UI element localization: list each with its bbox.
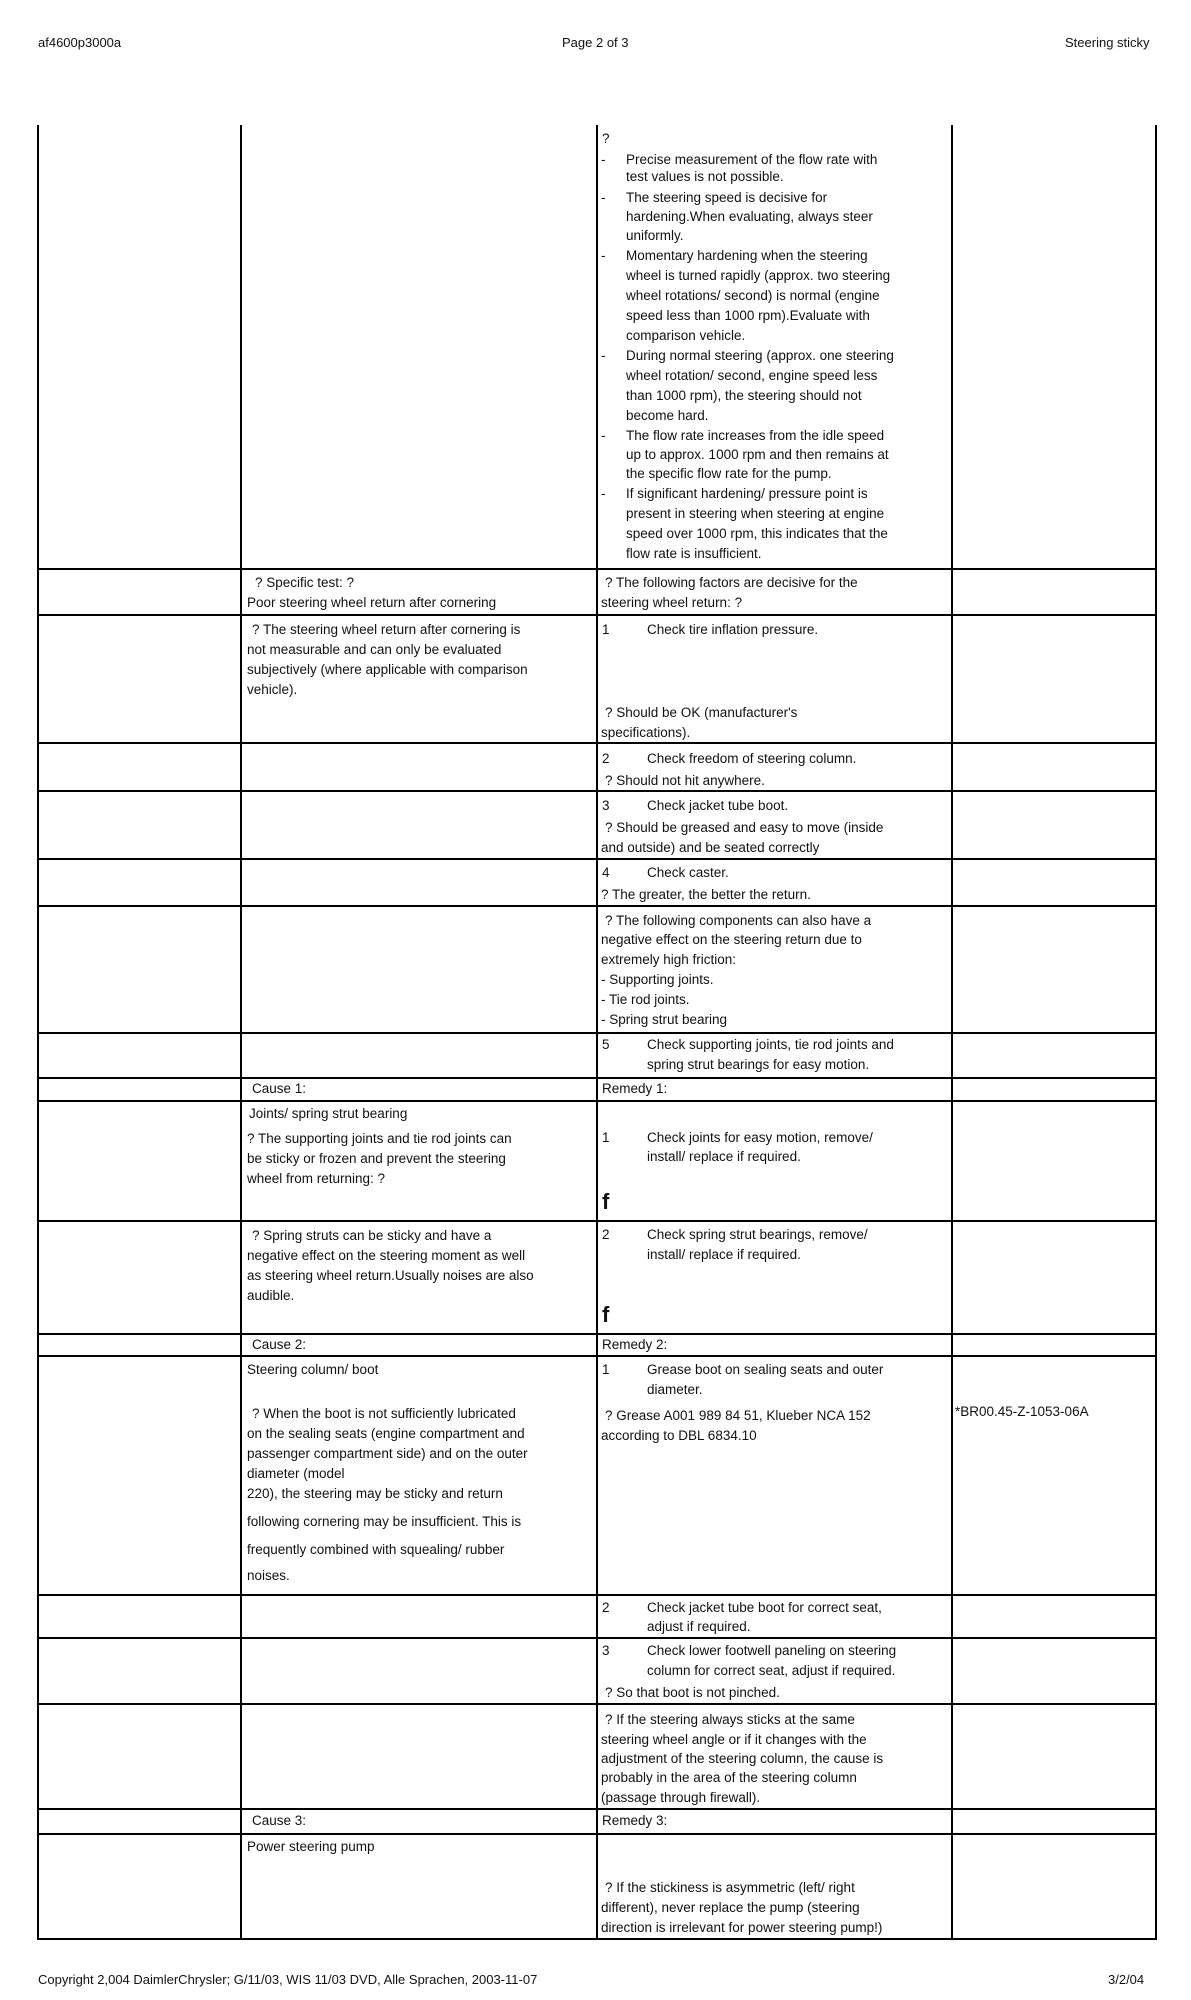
- grease-spec: ? Grease A001 989 84 51, Klueber NCA 152: [605, 1408, 871, 1423]
- cause-description: be sticky or frozen and prevent the steering: [247, 1151, 506, 1166]
- row-divider: [38, 858, 1157, 860]
- note-line: speed less than 1000 rpm).Evaluate with: [626, 308, 870, 323]
- pump-note: different), never replace the pump (steering: [601, 1900, 860, 1915]
- document-reference: *BR00.45-Z-1053-06A: [955, 1404, 1089, 1419]
- row-divider: [38, 1333, 1157, 1335]
- note-line: Momentary hardening when the steering: [626, 248, 868, 263]
- note-line: the specific flow rate for the pump.: [626, 466, 832, 481]
- grease-spec: according to DBL 6834.10: [601, 1428, 757, 1443]
- cause-label: Cause 1:: [252, 1081, 307, 1096]
- symptom-title: Poor steering wheel return after cornering: [247, 595, 497, 610]
- cause-description: frequently combined with squealing/ rubber: [247, 1542, 505, 1557]
- step-text: Check joints for easy motion, remove/: [647, 1130, 873, 1145]
- evaluation-note: vehicle).: [247, 682, 298, 697]
- evaluation-note: ? The steering wheel return after cornering is: [252, 622, 521, 637]
- header-page-number: Page 2 of 3: [562, 35, 629, 50]
- cause-description: noises.: [247, 1568, 290, 1583]
- row-divider: [38, 614, 1157, 616]
- note-line: During normal steering (approx. one steering: [626, 348, 894, 363]
- step-text: spring strut bearings for easy motion.: [647, 1057, 870, 1072]
- evaluation-note: not measurable and can only be evaluated: [247, 642, 502, 657]
- note-dash: -: [601, 190, 606, 205]
- cause-title: Power steering pump: [247, 1839, 375, 1854]
- step-number: 2: [602, 1227, 610, 1242]
- cause-title: Joints/ spring strut bearing: [249, 1106, 408, 1121]
- component-item: - Spring strut bearing: [601, 1012, 728, 1027]
- step-text: Check caster.: [647, 865, 729, 880]
- glyph-marker: f: [602, 1302, 610, 1327]
- steering-column-note: adjustment of the steering column, the cause is: [601, 1751, 884, 1766]
- remedy-label: Remedy 1:: [602, 1081, 668, 1096]
- note-dash: -: [601, 152, 606, 167]
- row-divider: [38, 1808, 1157, 1810]
- note-line: Precise measurement of the flow rate with: [626, 152, 878, 167]
- step-text: Check jacket tube boot for correct seat,: [647, 1600, 882, 1615]
- step-number: 3: [602, 798, 610, 813]
- step-number: 5: [602, 1037, 610, 1052]
- specific-test-label: ? Specific test: ?: [255, 575, 355, 590]
- step-result: ? The greater, the better the return.: [601, 887, 811, 902]
- footer-copyright: Copyright 2,004 DaimlerChrysler; G/11/03, WIS 11/03 DVD, Alle Sprachen, 2003-11-07: [38, 1972, 538, 1987]
- steering-column-note: probably in the area of the steering column: [601, 1770, 857, 1785]
- note-line: hardening.When evaluating, always steer: [626, 209, 873, 224]
- component-item: - Tie rod joints.: [601, 992, 690, 1007]
- row-divider: [38, 1355, 1157, 1357]
- note-line: wheel rotation/ second, engine speed less: [626, 368, 878, 383]
- steering-column-note: ? If the steering always sticks at the same: [605, 1712, 855, 1727]
- cause-description: 220), the steering may be sticky and return: [247, 1486, 503, 1501]
- note-line: The steering speed is decisive for: [626, 190, 828, 205]
- step-text: Grease boot on sealing seats and outer: [647, 1362, 884, 1377]
- step-result: and outside) and be seated correctly: [601, 840, 820, 855]
- header-title: Steering sticky: [1065, 35, 1150, 50]
- step-text: Check jacket tube boot.: [647, 798, 789, 813]
- cause-description: diameter (model: [247, 1466, 345, 1481]
- steering-column-note: (passage through firewall).: [601, 1790, 761, 1805]
- step-number: 2: [602, 1600, 610, 1615]
- cause-description: following cornering may be insufficient. This is: [247, 1514, 522, 1529]
- row-divider: [38, 1594, 1157, 1596]
- step-result: specifications).: [601, 725, 691, 740]
- step-number: 2: [602, 751, 610, 766]
- cause-label: Cause 2:: [252, 1337, 307, 1352]
- evaluation-note: subjectively (where applicable with comparison: [247, 662, 528, 677]
- note-line: If significant hardening/ pressure point is: [626, 486, 868, 501]
- step-text: Check freedom of steering column.: [647, 751, 857, 766]
- step-number: 1: [602, 622, 610, 637]
- step-result: ? Should be greased and easy to move (inside: [605, 820, 884, 835]
- decisive-factors-intro: ? The following factors are decisive for the: [605, 575, 858, 590]
- cause-description: on the sealing seats (engine compartment and: [247, 1426, 525, 1441]
- row-divider: [38, 1833, 1157, 1835]
- row-divider: [38, 905, 1157, 907]
- row-divider: [38, 790, 1157, 792]
- step-result: ? So that boot is not pinched.: [605, 1685, 780, 1700]
- note-line: flow rate is insufficient.: [626, 546, 762, 561]
- note-line: uniformly.: [626, 228, 684, 243]
- cause-description: audible.: [247, 1288, 295, 1303]
- row-divider: [38, 1100, 1157, 1102]
- step-text: diameter.: [647, 1382, 703, 1397]
- note-line: become hard.: [626, 408, 709, 423]
- friction-note: negative effect on the steering return due to: [601, 932, 862, 947]
- step-number: 3: [602, 1643, 610, 1658]
- note-dash: -: [601, 428, 606, 443]
- step-number: 1: [602, 1130, 610, 1145]
- row-divider: [38, 1032, 1157, 1034]
- note-line: wheel is turned rapidly (approx. two steering: [626, 268, 891, 283]
- cause-description: ? The supporting joints and tie rod joints can: [247, 1131, 512, 1146]
- footer-date: 3/2/04: [1108, 1972, 1145, 1987]
- note-line: speed over 1000 rpm, this indicates that the: [626, 526, 888, 541]
- note-dash: -: [601, 486, 606, 501]
- note-line: test values is not possible.: [626, 169, 784, 184]
- step-text: install/ replace if required.: [647, 1247, 801, 1262]
- note-line: wheel rotations/ second) is normal (engine: [626, 288, 880, 303]
- step-text: Check lower footwell paneling on steering: [647, 1643, 897, 1658]
- cause-description: ? Spring struts can be sticky and have a: [252, 1228, 492, 1243]
- step-result: ? Should not hit anywhere.: [605, 773, 765, 788]
- component-item: - Supporting joints.: [601, 972, 714, 987]
- note-marker: ?: [602, 131, 610, 146]
- step-text: install/ replace if required.: [647, 1149, 801, 1164]
- row-divider: [38, 1077, 1157, 1079]
- row-divider: [38, 1637, 1157, 1639]
- cause-description: negative effect on the steering moment as well: [247, 1248, 526, 1263]
- step-result: ? Should be OK (manufacturer's: [605, 705, 798, 720]
- remedy-label: Remedy 2:: [602, 1337, 668, 1352]
- header-document-id: af4600p3000a: [38, 35, 122, 50]
- note-line: up to approx. 1000 rpm and then remains at: [626, 447, 889, 462]
- step-number: 4: [602, 865, 610, 880]
- step-text: adjust if required.: [647, 1619, 751, 1634]
- cause-description: wheel from returning: ?: [247, 1171, 386, 1186]
- cause-description: ? When the boot is not sufficiently lubricated: [252, 1406, 516, 1421]
- note-line: present in steering when steering at engine: [626, 506, 885, 521]
- note-line: The flow rate increases from the idle speed: [626, 428, 885, 443]
- decisive-factors-intro: steering wheel return: ?: [601, 595, 743, 610]
- step-number: 1: [602, 1362, 610, 1377]
- cause-description: as steering wheel return.Usually noises are also: [247, 1268, 534, 1283]
- glyph-marker: f: [602, 1189, 610, 1214]
- pump-note: ? If the stickiness is asymmetric (left/ right: [605, 1880, 855, 1895]
- row-divider: [38, 1220, 1157, 1222]
- friction-note: extremely high friction:: [601, 952, 737, 967]
- friction-note: ? The following components can also have a: [605, 913, 872, 928]
- cause-label: Cause 3:: [252, 1813, 307, 1828]
- step-text: Check spring strut bearings, remove/: [647, 1227, 868, 1242]
- cause-description: passenger compartment side) and on the outer: [247, 1446, 528, 1461]
- remedy-label: Remedy 3:: [602, 1813, 668, 1828]
- table-bottom-border: [38, 1938, 1157, 1940]
- step-text: Check supporting joints, tie rod joints and: [647, 1037, 894, 1052]
- pump-note: direction is irrelevant for power steering pump!): [601, 1920, 883, 1935]
- note-dash: -: [601, 348, 606, 363]
- note-line: comparison vehicle.: [626, 328, 746, 343]
- cause-title: Steering column/ boot: [247, 1362, 379, 1377]
- note-dash: -: [601, 248, 606, 263]
- steering-column-note: steering wheel angle or if it changes with the: [601, 1732, 867, 1747]
- step-text: Check tire inflation pressure.: [647, 622, 819, 637]
- row-divider: [38, 568, 1157, 570]
- step-text: column for correct seat, adjust if required.: [647, 1663, 896, 1678]
- note-line: than 1000 rpm), the steering should not: [626, 388, 862, 403]
- row-divider: [38, 742, 1157, 744]
- row-divider: [38, 1703, 1157, 1705]
